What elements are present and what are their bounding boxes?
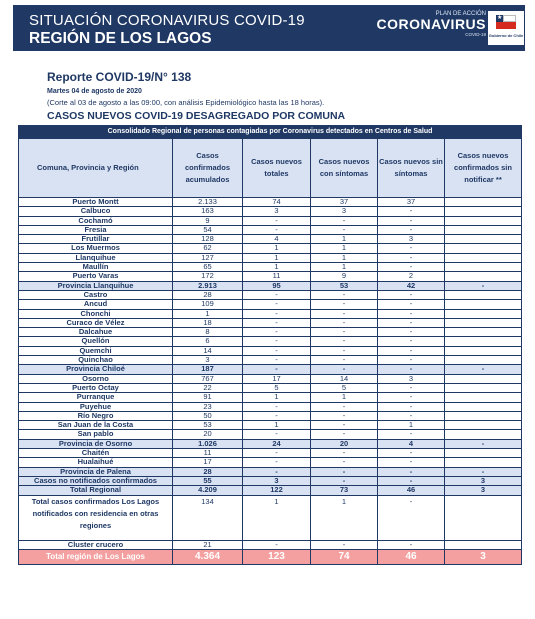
table-row [19, 253, 522, 262]
cell-value: - [311, 430, 378, 439]
cell-value: 14 [173, 346, 243, 355]
cell-value: 24 [243, 439, 311, 448]
cell-value [445, 421, 522, 430]
subtotal-row [19, 467, 522, 476]
cell-value: 91 [173, 393, 243, 402]
cell-value: 1 [243, 263, 311, 272]
cell-value: - [243, 309, 311, 318]
cell-value: - [311, 402, 378, 411]
cell-value: - [378, 300, 445, 309]
cell-value: - [378, 263, 445, 272]
cell-value: - [378, 383, 445, 392]
table-caption: Consolidado Regional de personas contagiadas por Coronavirus detectados en Centros de Salud [19, 126, 522, 139]
row-label: Purranque [19, 393, 173, 402]
cell-value: - [311, 216, 378, 225]
row-label: San pablo [19, 430, 173, 439]
cell-value: - [311, 300, 378, 309]
cell-value: 53 [173, 421, 243, 430]
table-row [19, 393, 522, 402]
table-row [19, 198, 522, 207]
table-row [19, 328, 522, 337]
table-row [19, 309, 522, 318]
cell-value: - [243, 449, 311, 458]
cell-value: - [311, 328, 378, 337]
cell-value: - [243, 540, 311, 549]
cell-value: - [378, 309, 445, 318]
cell-value: 11 [243, 272, 311, 281]
table-row [19, 337, 522, 346]
table-row [19, 430, 522, 439]
column-header: Comuna, Provincia y Región [19, 139, 173, 198]
cell-value: - [243, 216, 311, 225]
row-label: Provincia de Osorno [19, 439, 173, 448]
cell-value: 95 [243, 281, 311, 290]
cell-value: - [311, 346, 378, 355]
cell-value: 74 [243, 198, 311, 207]
table-row [19, 383, 522, 392]
cell-value: - [378, 216, 445, 225]
cell-value: 17 [173, 458, 243, 467]
cell-value: 9 [311, 272, 378, 281]
cell-value: 8 [173, 328, 243, 337]
cell-value: 53 [311, 281, 378, 290]
column-header: Casos nuevos confirmados sin notificar ** [445, 139, 522, 198]
crest-text: Gobierno de Chile [488, 33, 524, 38]
cell-value [445, 430, 522, 439]
cell-value [445, 402, 522, 411]
row-label: Casos no notificados confirmados [19, 476, 173, 485]
cell-value [445, 198, 522, 207]
cell-value: 20 [311, 439, 378, 448]
cell-value: 4 [243, 235, 311, 244]
row-label: Castro [19, 290, 173, 299]
cell-value: 1 [243, 253, 311, 262]
cell-value: - [243, 318, 311, 327]
table-row [19, 225, 522, 234]
cell-value: 172 [173, 272, 243, 281]
row-label: Puerto Varas [19, 272, 173, 281]
cell-value: 22 [173, 383, 243, 392]
cell-value: 1 [243, 244, 311, 253]
cell-value: - [378, 430, 445, 439]
cell-value [445, 337, 522, 346]
cell-value: 73 [311, 486, 378, 495]
cell-value: 4.364 [173, 549, 243, 564]
cell-value: - [378, 495, 445, 540]
cell-value: - [378, 290, 445, 299]
row-label: San Juan de la Costa [19, 421, 173, 430]
column-header: Casos nuevos totales [243, 139, 311, 198]
cell-value: 2.913 [173, 281, 243, 290]
banner-title-line2: REGIÓN DE LOS LAGOS [29, 30, 212, 47]
table-row [19, 244, 522, 253]
subtotal-row [19, 365, 522, 374]
cell-value: 1 [378, 421, 445, 430]
row-label: Fresia [19, 225, 173, 234]
total-row [19, 486, 522, 495]
row-label: Total casos confirmados Los Lagos notificados con residencia en otras regiones [19, 495, 173, 540]
cell-value: - [311, 356, 378, 365]
row-label: Dalcahue [19, 328, 173, 337]
cell-value: - [243, 300, 311, 309]
cell-value: 28 [173, 467, 243, 476]
cell-value: 55 [173, 476, 243, 485]
cell-value [445, 540, 522, 549]
cell-value: 123 [243, 549, 311, 564]
table-row [19, 411, 522, 420]
cell-value [445, 263, 522, 272]
report-date: Martes 04 de agosto de 2020 [47, 88, 142, 95]
cell-value: - [378, 449, 445, 458]
cell-value: - [243, 225, 311, 234]
cell-value: - [378, 356, 445, 365]
cell-value [445, 253, 522, 262]
row-label: Quemchi [19, 346, 173, 355]
row-label: Llanquihue [19, 253, 173, 262]
cell-value: 11 [173, 449, 243, 458]
row-label: Maullín [19, 263, 173, 272]
cell-value: 109 [173, 300, 243, 309]
cell-value: 18 [173, 318, 243, 327]
table-row [19, 458, 522, 467]
cell-value: 21 [173, 540, 243, 549]
cell-value: 122 [243, 486, 311, 495]
cell-value [445, 495, 522, 540]
cell-value: - [243, 290, 311, 299]
cell-value [445, 225, 522, 234]
row-label: Ancud [19, 300, 173, 309]
table-row [19, 290, 522, 299]
cell-value: - [445, 467, 522, 476]
logo-sub-text: COVID-19 [465, 32, 486, 37]
report-title: Reporte COVID-19/N° 138 [47, 70, 192, 84]
row-label: Puerto Montt [19, 198, 173, 207]
report-note: (Corte al 03 de agosto a las 09:00, con análisis Epidemiológico hasta las 18 horas). [47, 98, 325, 107]
table-row [19, 449, 522, 458]
row-label: Provincia Llanquihue [19, 281, 173, 290]
cell-value [445, 346, 522, 355]
row-label: Río Negro [19, 411, 173, 420]
cell-value [445, 244, 522, 253]
cell-value: 3 [445, 476, 522, 485]
cell-value: 767 [173, 374, 243, 383]
row-label: Total Regional [19, 486, 173, 495]
row-label: Chonchi [19, 309, 173, 318]
cell-value: 2.133 [173, 198, 243, 207]
row-label: Curaco de Vélez [19, 318, 173, 327]
cell-value: 1 [311, 495, 378, 540]
table-row [19, 207, 522, 216]
cell-value: - [311, 225, 378, 234]
table-row [19, 235, 522, 244]
cell-value: - [378, 458, 445, 467]
cell-value: - [378, 411, 445, 420]
table-body [19, 198, 522, 565]
table-row [19, 495, 522, 540]
cell-value: - [378, 393, 445, 402]
cell-value [445, 216, 522, 225]
cell-value: 1 [311, 263, 378, 272]
cell-value: - [243, 402, 311, 411]
column-header: Casos nuevos sin síntomas [378, 139, 445, 198]
row-label: Los Muermos [19, 244, 173, 253]
cell-value: 2 [378, 272, 445, 281]
cell-value: 3 [243, 476, 311, 485]
cell-value: - [378, 244, 445, 253]
cell-value [445, 328, 522, 337]
cell-value: - [311, 290, 378, 299]
cell-value: - [378, 346, 445, 355]
government-crest-icon: ★ Gobierno de Chile [488, 11, 524, 45]
cell-value: - [243, 467, 311, 476]
cell-value: 42 [378, 281, 445, 290]
cell-value: 163 [173, 207, 243, 216]
cases-table [18, 125, 522, 565]
cell-value: - [445, 281, 522, 290]
table-row [19, 421, 522, 430]
row-label: Quellón [19, 337, 173, 346]
cell-value: - [378, 365, 445, 374]
cell-value: - [378, 207, 445, 216]
row-label: Provincia Chiloé [19, 365, 173, 374]
cell-value: - [243, 337, 311, 346]
row-label: Osorno [19, 374, 173, 383]
cell-value: - [243, 356, 311, 365]
cell-value: 3 [378, 374, 445, 383]
cell-value: - [378, 337, 445, 346]
cell-value: 46 [378, 549, 445, 564]
cell-value: 3 [378, 235, 445, 244]
table-row [19, 540, 522, 549]
cell-value [445, 393, 522, 402]
subtotal-row [19, 476, 522, 485]
banner-title-line1: SITUACIÓN CORONAVIRUS COVID-19 [29, 12, 305, 29]
row-label: Frutillar [19, 235, 173, 244]
cell-value: - [378, 540, 445, 549]
cell-value: - [243, 365, 311, 374]
cell-value: 5 [311, 383, 378, 392]
cell-value: 37 [311, 198, 378, 207]
column-header: Casos confirmados acumulados [173, 139, 243, 198]
cell-value: 128 [173, 235, 243, 244]
cell-value: - [311, 449, 378, 458]
cell-value [445, 458, 522, 467]
cell-value [445, 449, 522, 458]
cell-value: 62 [173, 244, 243, 253]
logo-main-text: CORONAVIRUS [376, 16, 486, 32]
cell-value: - [243, 346, 311, 355]
cell-value: 74 [311, 549, 378, 564]
cell-value: 37 [378, 198, 445, 207]
table-header-row [19, 139, 522, 198]
table-row [19, 263, 522, 272]
cell-value [445, 300, 522, 309]
cell-value: 3 [243, 207, 311, 216]
table-row [19, 356, 522, 365]
cell-value: 1 [311, 393, 378, 402]
cell-value: 3 [445, 486, 522, 495]
cell-value: 17 [243, 374, 311, 383]
cell-value: 65 [173, 263, 243, 272]
cell-value: 4 [378, 439, 445, 448]
cell-value: - [243, 458, 311, 467]
cell-value: - [311, 421, 378, 430]
cell-value [445, 235, 522, 244]
cell-value: - [378, 467, 445, 476]
cell-value: - [311, 411, 378, 420]
cell-value: 1 [243, 393, 311, 402]
row-label: Chaitén [19, 449, 173, 458]
cell-value: - [378, 402, 445, 411]
cell-value: 1.026 [173, 439, 243, 448]
table-row [19, 318, 522, 327]
row-label: Cluster crucero [19, 540, 173, 549]
table-row [19, 272, 522, 281]
table-row [19, 374, 522, 383]
cell-value: 127 [173, 253, 243, 262]
cell-value: - [445, 439, 522, 448]
cell-value: 54 [173, 225, 243, 234]
cell-value: 1 [243, 495, 311, 540]
cell-value: 23 [173, 402, 243, 411]
cell-value: - [243, 328, 311, 337]
cell-value [445, 207, 522, 216]
header-banner [13, 5, 525, 51]
cell-value: - [311, 337, 378, 346]
cell-value: - [311, 476, 378, 485]
table-row [19, 216, 522, 225]
cell-value: 1 [311, 235, 378, 244]
cell-value [445, 374, 522, 383]
cell-value: 1 [311, 244, 378, 253]
coronavirus-plan-logo [368, 11, 486, 45]
subtotal-row [19, 281, 522, 290]
cell-value: - [378, 225, 445, 234]
cell-value [445, 272, 522, 281]
cell-value: 14 [311, 374, 378, 383]
cell-value: - [311, 365, 378, 374]
row-label: Hualaihué [19, 458, 173, 467]
row-label: Total región de Los Lagos [19, 549, 173, 564]
row-label: Provincia de Palena [19, 467, 173, 476]
logo-plan-text: PLAN DE ACCIÓN [435, 11, 486, 17]
cell-value: - [445, 365, 522, 374]
cell-value: 9 [173, 216, 243, 225]
cell-value: 6 [173, 337, 243, 346]
table-row [19, 402, 522, 411]
row-label: Quinchao [19, 356, 173, 365]
cell-value [445, 356, 522, 365]
cell-value: 46 [378, 486, 445, 495]
cell-value: 50 [173, 411, 243, 420]
cell-value: - [311, 458, 378, 467]
cell-value: 4.209 [173, 486, 243, 495]
cell-value: 1 [311, 253, 378, 262]
cell-value: 28 [173, 290, 243, 299]
cell-value: - [378, 318, 445, 327]
cell-value: 187 [173, 365, 243, 374]
cell-value: 134 [173, 495, 243, 540]
column-header: Casos nuevos con síntomas [311, 139, 378, 198]
cell-value: 1 [243, 421, 311, 430]
table-row [19, 346, 522, 355]
cell-value [445, 309, 522, 318]
cell-value [445, 411, 522, 420]
cell-value: 3 [445, 549, 522, 564]
cell-value: - [378, 476, 445, 485]
row-label: Calbuco [19, 207, 173, 216]
cell-value: - [311, 318, 378, 327]
cell-value: - [378, 253, 445, 262]
cell-value [445, 290, 522, 299]
cell-value: - [311, 467, 378, 476]
cell-value [445, 383, 522, 392]
cell-value: - [243, 411, 311, 420]
row-label: Puyehue [19, 402, 173, 411]
cell-value: - [243, 430, 311, 439]
cell-value: 3 [311, 207, 378, 216]
cell-value: 1 [173, 309, 243, 318]
cell-value: 3 [173, 356, 243, 365]
cell-value: 20 [173, 430, 243, 439]
cell-value [445, 318, 522, 327]
report-heading: CASOS NUEVOS COVID-19 DESAGREGADO POR COMUNA [47, 110, 346, 122]
cell-value: - [378, 328, 445, 337]
table-row [19, 300, 522, 309]
total-row [19, 549, 522, 564]
row-label: Puerto Octay [19, 383, 173, 392]
cell-value: 5 [243, 383, 311, 392]
row-label: Cochamó [19, 216, 173, 225]
subtotal-row [19, 439, 522, 448]
cell-value: - [311, 540, 378, 549]
cell-value: - [311, 309, 378, 318]
